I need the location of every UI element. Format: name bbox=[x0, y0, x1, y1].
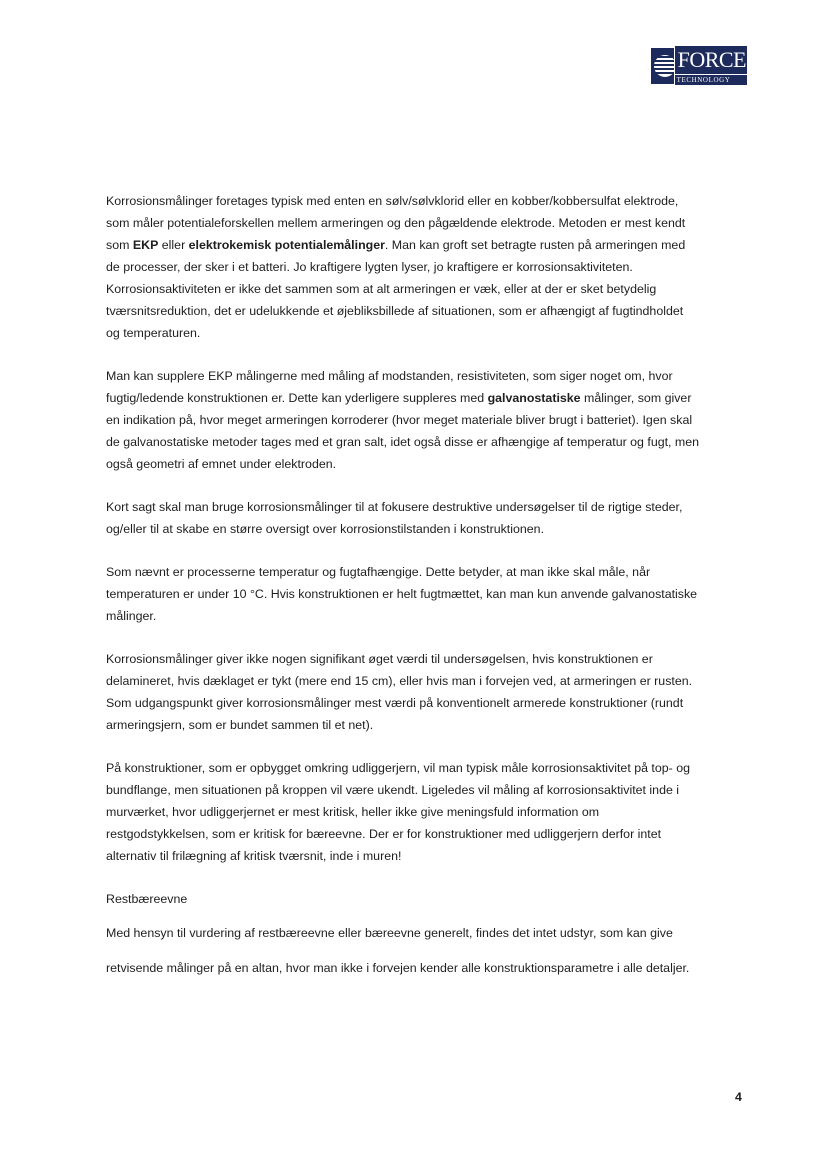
text-line bbox=[106, 605, 756, 627]
text-run: fugtig/ledende konstruktionen er. Dette kan yderligere suppleres med bbox=[106, 391, 488, 405]
paragraph bbox=[106, 561, 756, 627]
text-run: murværket, hvor udliggerjernet er mest kritisk, heller ikke give meningsfuld information om bbox=[106, 805, 600, 819]
text-line bbox=[106, 300, 756, 322]
text-line bbox=[106, 278, 756, 300]
text-run: en indikation på, hvor meget armeringen korroderer (hvor meget materiale bliver brugt i batteriet). Igen skal bbox=[106, 413, 693, 427]
text-line bbox=[106, 190, 756, 212]
text-run: som måler potentialeforskellen mellem armeringen og den pågældende elektrode. Metoden er mest kendt bbox=[106, 216, 686, 230]
text-run: de processer, der sker i et batteri. Jo kraftigere lygten lyser, jo kraftigere er korrosionsaktiviteten. bbox=[106, 260, 633, 274]
text-line bbox=[106, 453, 756, 475]
text-run: Korrosionsmålinger foretages typisk med enten en sølv/sølvklorid eller en kobber/kobbersulfat elektrode, bbox=[106, 194, 679, 208]
text-line bbox=[106, 823, 756, 845]
text-run: Som udgangspunkt giver korrosionsmålinger mest værdi på konventionelt armerede konstruktioner (rundt bbox=[106, 696, 684, 710]
text-line bbox=[106, 757, 756, 779]
logo-text bbox=[675, 46, 747, 86]
paragraph bbox=[106, 757, 756, 867]
text-run: delamineret, hvis dæklaget er tykt (mere end 15 cm), eller hvis man i forvejen ved, at armeringen er rusten. bbox=[106, 674, 693, 688]
paragraph bbox=[106, 648, 756, 736]
text-run: Som nævnt er processerne temperatur og fugtafhængige. Dette betyder, at man ikke skal måle, når bbox=[106, 565, 651, 579]
paragraph bbox=[106, 496, 756, 540]
text-line bbox=[106, 692, 756, 714]
text-line bbox=[106, 496, 756, 518]
text-run: som bbox=[106, 238, 133, 252]
document-body bbox=[106, 190, 756, 991]
text-run: temperaturen er under 10 °C. Hvis konstruktionen er helt fugtmættet, kan man kun anvende galvanostatiske bbox=[106, 587, 698, 601]
section-restbaereevne bbox=[106, 888, 756, 979]
text-run: Man kan supplere EKP målingerne med måling af modstanden, resistiviteten, som siger noget om, hvor bbox=[106, 369, 673, 383]
text-run: tværsnitsreduktion, det er udelukkende et øjebliksbillede af situationen, som er afhængigt af fugtindholdet bbox=[106, 304, 684, 318]
text-line bbox=[106, 518, 756, 540]
text-run: de galvanostatiske metoder tages med et gran salt, idet også disse er afhængige af temperatur og fugt, men bbox=[106, 435, 700, 449]
text-line bbox=[106, 234, 756, 256]
text-run: bundflange, men situationen på kroppen vil være ukendt. Ligeledes vil måling af korrosionsaktivitet inde i bbox=[106, 783, 680, 797]
text-line bbox=[106, 387, 756, 409]
globe-icon bbox=[651, 48, 674, 84]
text-run: Korrosionsaktiviteten er ikke det sammen som at alt armeringen er væk, eller at der er sket betydelig bbox=[106, 282, 657, 296]
text-line bbox=[106, 212, 756, 234]
text-run: armeringsjern, som er bundet sammen til et net). bbox=[106, 718, 374, 732]
text-run: På konstruktioner, som er opbygget omkring udliggerjern, vil man typisk måle korrosionsaktivitet på top- og bbox=[106, 761, 691, 775]
page-number: 4 bbox=[735, 1090, 742, 1104]
text-line bbox=[106, 670, 756, 692]
text-run: restgodstykkelsen, som er kritisk for bæreevne. Der er for konstruktioner med udliggerjern derfor intet bbox=[106, 827, 662, 841]
text-run: Kort sagt skal man bruge korrosionsmålinger til at fokusere destruktive undersøgelser til de rigtige steder, bbox=[106, 500, 683, 514]
text-run: målinger. bbox=[106, 609, 157, 623]
text-line bbox=[106, 561, 756, 583]
text-line bbox=[106, 322, 756, 344]
text-line bbox=[106, 256, 756, 278]
text-line bbox=[106, 845, 756, 867]
text-line bbox=[106, 583, 756, 605]
bold-term: galvanostatiske bbox=[487, 391, 581, 405]
text-run: også geometri af emnet under elektroden. bbox=[106, 457, 337, 471]
text-line bbox=[106, 779, 756, 801]
text-line bbox=[106, 957, 756, 979]
text-run: . Man kan groft set betragte rusten på armeringen med bbox=[384, 238, 686, 252]
text-run: eller bbox=[158, 238, 189, 252]
paragraph bbox=[106, 365, 756, 475]
text-line bbox=[106, 431, 756, 453]
logo-word: FORCE bbox=[675, 46, 747, 74]
force-technology-logo bbox=[651, 46, 747, 86]
text-line bbox=[106, 409, 756, 431]
text-line bbox=[106, 648, 756, 670]
paragraph bbox=[106, 190, 756, 344]
text-run: retvisende målinger på en altan, hvor man ikke i forvejen kender alle konstruktionsparametre i alle detaljer. bbox=[106, 960, 690, 975]
bold-term: EKP bbox=[132, 238, 159, 252]
text-run: målinger, som giver bbox=[580, 391, 692, 405]
logo-subtitle: TECHNOLOGY bbox=[675, 75, 747, 85]
section-body bbox=[106, 922, 756, 978]
text-line bbox=[106, 801, 756, 823]
text-run: Med hensyn til vurdering af restbæreevne eller bæreevne generelt, findes det intet udstyr, som kan give bbox=[106, 926, 673, 941]
text-line bbox=[106, 714, 756, 736]
text-run: Korrosionsmålinger giver ikke nogen signifikant øget værdi til undersøgelsen, hvis konstruktionen er bbox=[106, 652, 653, 666]
text-line bbox=[106, 922, 756, 944]
bold-term: elektrokemisk potentialemålinger bbox=[188, 238, 385, 252]
paragraph-list bbox=[106, 190, 756, 867]
section-heading: Restbæreevne bbox=[106, 892, 188, 906]
text-line bbox=[106, 365, 756, 387]
text-run: og/eller til at skabe en større oversigt over korrosionstilstanden i konstruktionen. bbox=[106, 522, 545, 536]
text-run: alternativ til frilægning af kritisk tværsnit, inde i muren! bbox=[106, 849, 402, 863]
text-run: og temperaturen. bbox=[106, 326, 201, 340]
